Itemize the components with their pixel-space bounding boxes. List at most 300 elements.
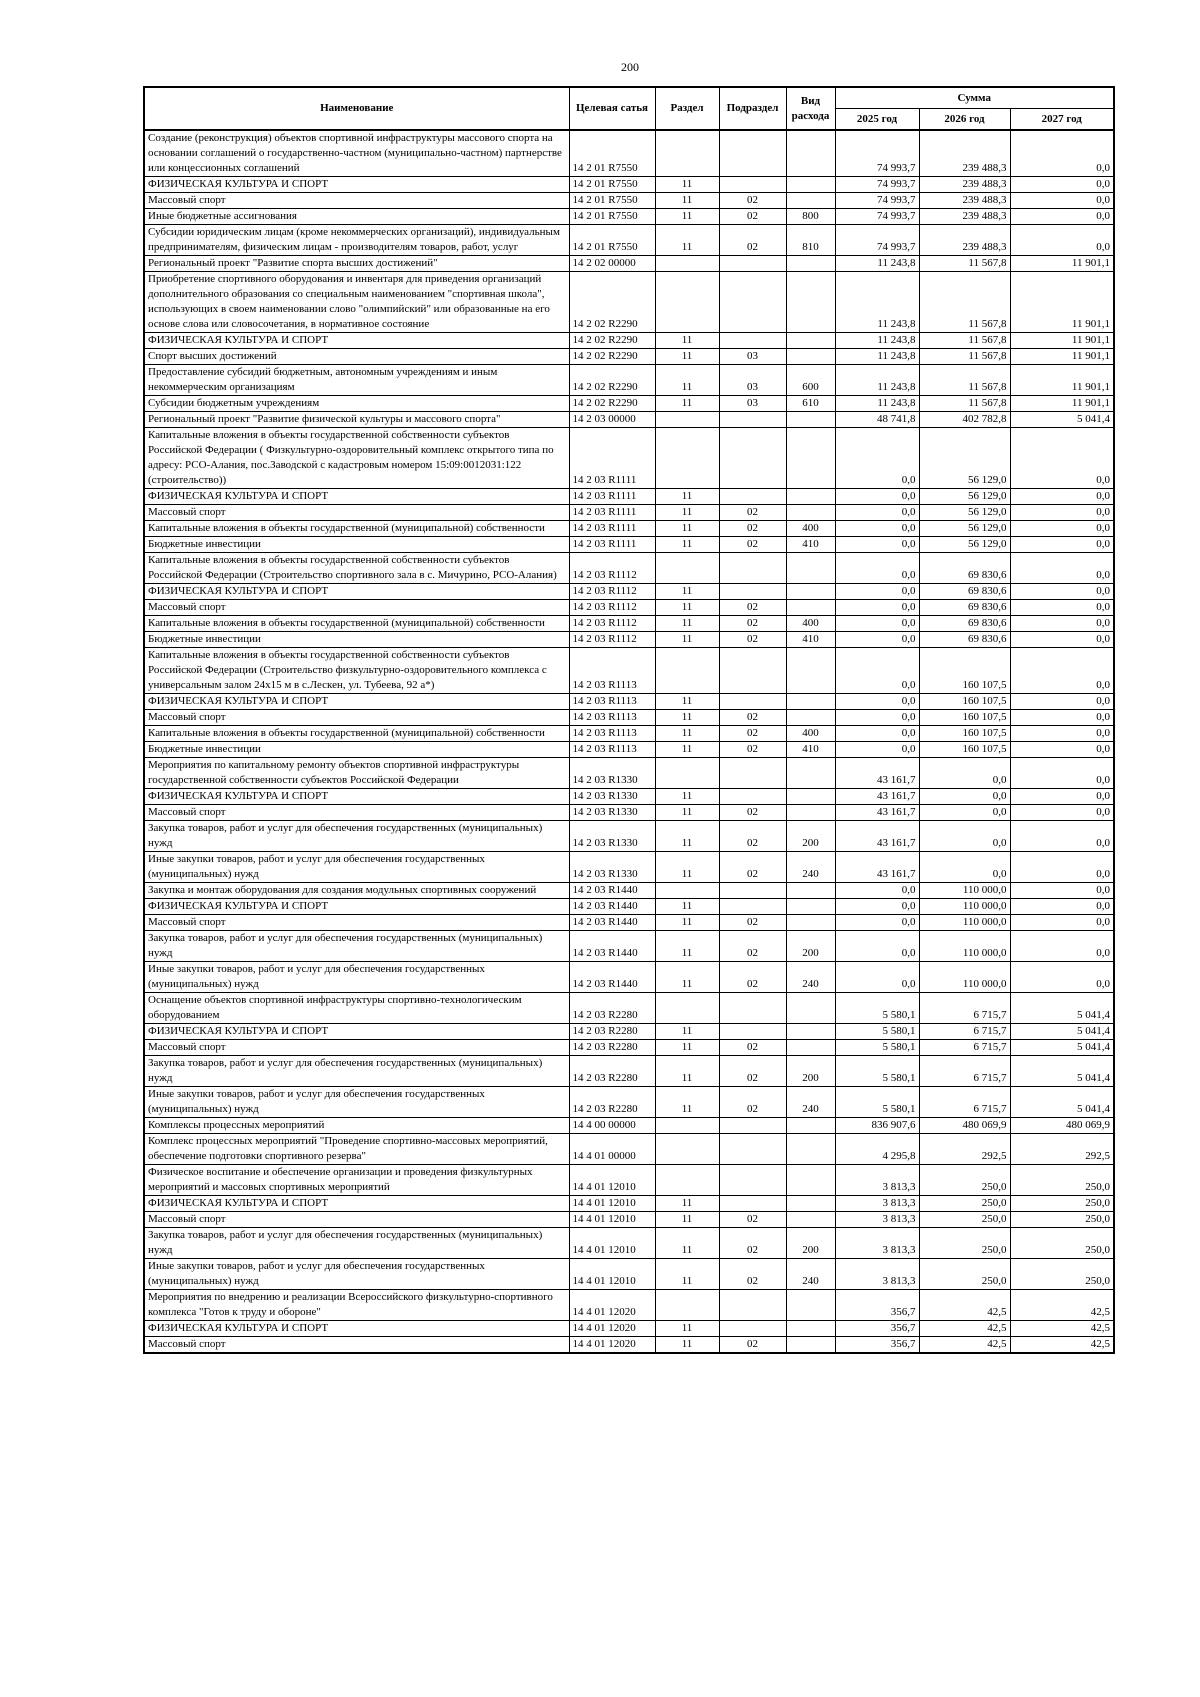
row-section: 11 [655,694,719,710]
row-target-code: 14 4 01 12020 [569,1337,655,1354]
row-name: Бюджетные инвестиции [144,742,569,758]
row-value-2025: 0,0 [835,537,919,553]
table-row [144,1321,1114,1337]
row-subsection [719,1196,786,1212]
row-section [655,272,719,333]
row-section: 11 [655,1040,719,1056]
row-subsection: 02 [719,915,786,931]
row-value-2026: 0,0 [919,789,1010,805]
row-value-2026: 56 129,0 [919,537,1010,553]
row-name: Субсидии бюджетным учреждениям [144,396,569,412]
row-section: 11 [655,1228,719,1259]
row-subsection [719,1165,786,1196]
row-value-2027: 0,0 [1010,177,1114,193]
row-value-2027: 0,0 [1010,616,1114,632]
row-value-2027: 0,0 [1010,694,1114,710]
row-value-2027: 11 901,1 [1010,333,1114,349]
row-section: 11 [655,1212,719,1228]
row-value-2026: 42,5 [919,1321,1010,1337]
row-value-2027: 5 041,4 [1010,1040,1114,1056]
row-target-code: 14 4 01 12010 [569,1212,655,1228]
row-subsection: 02 [719,805,786,821]
table-row [144,584,1114,600]
row-value-2027: 11 901,1 [1010,272,1114,333]
row-value-2026: 239 488,3 [919,225,1010,256]
row-expense-type [786,505,835,521]
row-value-2025: 5 580,1 [835,1056,919,1087]
row-target-code: 14 2 03 R2280 [569,993,655,1024]
row-value-2025: 4 295,8 [835,1134,919,1165]
row-section: 11 [655,899,719,915]
table-row [144,412,1114,428]
row-section: 11 [655,1056,719,1087]
row-expense-type: 200 [786,1056,835,1087]
table-row [144,1228,1114,1259]
table-row [144,600,1114,616]
row-value-2025: 74 993,7 [835,130,919,177]
row-value-2027: 292,5 [1010,1134,1114,1165]
row-target-code: 14 2 03 R2280 [569,1040,655,1056]
row-value-2026: 480 069,9 [919,1118,1010,1134]
row-name: Закупка и монтаж оборудования для создания модульных спортивных сооружений [144,883,569,899]
row-section: 11 [655,726,719,742]
row-target-code: 14 2 03 R1113 [569,710,655,726]
row-target-code: 14 2 03 R1112 [569,632,655,648]
row-value-2027: 0,0 [1010,130,1114,177]
table-row [144,1337,1114,1354]
row-subsection: 02 [719,632,786,648]
row-subsection: 02 [719,821,786,852]
row-section: 11 [655,333,719,349]
row-subsection: 02 [719,726,786,742]
row-value-2026: 160 107,5 [919,648,1010,694]
row-name: Капитальные вложения в объекты государственной собственности субъектов Российской Федерации (Строительство физкультурно-оздоровительного комплекса с универсальным залом 24х15 м в с.Лескен, ул. Тубеева, 92 а*) [144,648,569,694]
row-value-2026: 110 000,0 [919,915,1010,931]
row-target-code: 14 2 03 R1113 [569,694,655,710]
row-value-2025: 43 161,7 [835,821,919,852]
table-row [144,710,1114,726]
row-name: Массовый спорт [144,1337,569,1354]
row-expense-type [786,428,835,489]
row-subsection: 02 [719,600,786,616]
row-section [655,428,719,489]
row-expense-type [786,789,835,805]
row-name: Иные закупки товаров, работ и услуг для обеспечения государственных (муниципальных) нужд [144,962,569,993]
table-row [144,193,1114,209]
row-value-2027: 5 041,4 [1010,412,1114,428]
row-subsection [719,553,786,584]
row-target-code: 14 2 03 R1440 [569,915,655,931]
table-row [144,1196,1114,1212]
row-expense-type: 610 [786,396,835,412]
row-expense-type: 400 [786,521,835,537]
row-value-2026: 402 782,8 [919,412,1010,428]
row-subsection: 02 [719,852,786,883]
row-expense-type [786,1165,835,1196]
row-name: ФИЗИЧЕСКАЯ КУЛЬТУРА И СПОРТ [144,789,569,805]
row-value-2026: 56 129,0 [919,428,1010,489]
row-expense-type [786,710,835,726]
row-value-2027: 250,0 [1010,1212,1114,1228]
row-expense-type [786,193,835,209]
row-value-2027: 11 901,1 [1010,396,1114,412]
row-value-2026: 56 129,0 [919,489,1010,505]
row-value-2026: 160 107,5 [919,694,1010,710]
row-value-2027: 0,0 [1010,225,1114,256]
row-value-2027: 0,0 [1010,726,1114,742]
row-value-2026: 11 567,8 [919,272,1010,333]
row-subsection [719,1024,786,1040]
row-expense-type [786,1321,835,1337]
row-section: 11 [655,805,719,821]
row-value-2025: 0,0 [835,600,919,616]
row-expense-type: 200 [786,931,835,962]
row-section: 11 [655,225,719,256]
row-subsection: 02 [719,710,786,726]
row-subsection [719,130,786,177]
row-name: Закупка товаров, работ и услуг для обеспечения государственных (муниципальных) нужд [144,821,569,852]
row-expense-type [786,349,835,365]
row-expense-type [786,600,835,616]
row-value-2026: 110 000,0 [919,962,1010,993]
table-row [144,505,1114,521]
row-name: Бюджетные инвестиции [144,632,569,648]
row-section: 11 [655,365,719,396]
row-value-2025: 3 813,3 [835,1259,919,1290]
row-target-code: 14 2 02 R2290 [569,272,655,333]
row-value-2026: 6 715,7 [919,1024,1010,1040]
row-section [655,1118,719,1134]
row-value-2025: 0,0 [835,915,919,931]
row-value-2027: 5 041,4 [1010,1087,1114,1118]
row-name: Комплексы процессных мероприятий [144,1118,569,1134]
row-name: ФИЗИЧЕСКАЯ КУЛЬТУРА И СПОРТ [144,1196,569,1212]
row-value-2025: 0,0 [835,428,919,489]
table-row [144,821,1114,852]
row-subsection [719,256,786,272]
table-row [144,694,1114,710]
row-value-2025: 0,0 [835,616,919,632]
row-target-code: 14 2 03 R2280 [569,1056,655,1087]
row-subsection [719,883,786,899]
row-subsection: 03 [719,349,786,365]
row-name: Массовый спорт [144,1040,569,1056]
col-header-name: Наименование [144,87,569,130]
row-subsection: 03 [719,396,786,412]
row-target-code: 14 2 03 00000 [569,412,655,428]
row-value-2027: 250,0 [1010,1228,1114,1259]
row-value-2025: 5 580,1 [835,993,919,1024]
row-target-code: 14 2 01 R7550 [569,193,655,209]
row-value-2026: 69 830,6 [919,584,1010,600]
table-row [144,899,1114,915]
row-expense-type: 240 [786,962,835,993]
row-expense-type [786,584,835,600]
row-value-2026: 42,5 [919,1290,1010,1321]
row-name: Капитальные вложения в объекты государственной собственности субъектов Российской Федерации ( Физкультурно-оздоровительный комплекс открытого типа по адресу: РСО-Алания, пос.Заводской с кадастровым номером 15:09:0012031:122 (строительство)) [144,428,569,489]
row-expense-type [786,1290,835,1321]
row-subsection [719,1321,786,1337]
row-section [655,1290,719,1321]
row-value-2027: 0,0 [1010,521,1114,537]
row-expense-type [786,333,835,349]
table-row [144,521,1114,537]
row-target-code: 14 2 03 R1330 [569,821,655,852]
row-name: Массовый спорт [144,710,569,726]
row-value-2027: 0,0 [1010,899,1114,915]
row-subsection: 02 [719,1212,786,1228]
row-target-code: 14 2 02 R2290 [569,396,655,412]
row-value-2026: 42,5 [919,1337,1010,1354]
row-value-2025: 11 243,8 [835,396,919,412]
row-subsection [719,758,786,789]
row-target-code: 14 2 03 R1113 [569,726,655,742]
row-value-2025: 43 161,7 [835,805,919,821]
row-subsection: 02 [719,616,786,632]
row-value-2027: 0,0 [1010,489,1114,505]
row-value-2025: 0,0 [835,899,919,915]
row-value-2025: 0,0 [835,632,919,648]
row-name: Бюджетные инвестиции [144,537,569,553]
row-expense-type [786,412,835,428]
row-name: Региональный проект "Развитие физической культуры и массового спорта" [144,412,569,428]
row-target-code: 14 2 03 R1440 [569,899,655,915]
row-value-2025: 0,0 [835,694,919,710]
row-target-code: 14 4 01 12020 [569,1321,655,1337]
row-value-2025: 74 993,7 [835,225,919,256]
row-name: ФИЗИЧЕСКАЯ КУЛЬТУРА И СПОРТ [144,489,569,505]
row-value-2026: 250,0 [919,1196,1010,1212]
row-value-2025: 11 243,8 [835,333,919,349]
row-target-code: 14 2 03 R1440 [569,931,655,962]
row-section: 11 [655,852,719,883]
row-value-2027: 5 041,4 [1010,1024,1114,1040]
row-section: 11 [655,505,719,521]
row-expense-type [786,1337,835,1354]
row-subsection [719,584,786,600]
row-value-2027: 42,5 [1010,1290,1114,1321]
row-value-2027: 11 901,1 [1010,349,1114,365]
row-value-2027: 250,0 [1010,1196,1114,1212]
row-expense-type: 410 [786,742,835,758]
row-subsection: 02 [719,742,786,758]
row-section: 11 [655,1196,719,1212]
row-target-code: 14 2 03 R1113 [569,648,655,694]
row-value-2027: 250,0 [1010,1165,1114,1196]
row-section: 11 [655,584,719,600]
row-value-2025: 356,7 [835,1290,919,1321]
row-value-2025: 74 993,7 [835,209,919,225]
row-subsection [719,1290,786,1321]
row-name: Региональный проект "Развитие спорта высших достижений" [144,256,569,272]
table-row [144,1290,1114,1321]
row-subsection: 02 [719,1337,786,1354]
table-row [144,726,1114,742]
row-name: Спорт высших достижений [144,349,569,365]
row-target-code: 14 4 01 12010 [569,1259,655,1290]
table-header [144,87,1114,130]
row-section: 11 [655,742,719,758]
row-section: 11 [655,600,719,616]
row-target-code: 14 2 03 R2280 [569,1024,655,1040]
row-subsection: 02 [719,1087,786,1118]
row-expense-type: 200 [786,1228,835,1259]
row-value-2026: 160 107,5 [919,742,1010,758]
row-value-2026: 239 488,3 [919,193,1010,209]
table-row [144,758,1114,789]
row-name: Субсидии юридическим лицам (кроме некоммерческих организаций), индивидуальным предпринимателям, физическим лицам - производителям товаров, работ, услуг [144,225,569,256]
row-value-2026: 11 567,8 [919,256,1010,272]
row-target-code: 14 2 01 R7550 [569,177,655,193]
col-header-section: Раздел [655,87,719,130]
row-name: Закупка товаров, работ и услуг для обеспечения государственных (муниципальных) нужд [144,931,569,962]
row-subsection: 02 [719,1040,786,1056]
row-section: 11 [655,1337,719,1354]
row-value-2025: 0,0 [835,648,919,694]
row-name: Капитальные вложения в объекты государственной (муниципальной) собственности [144,521,569,537]
row-name: Иные закупки товаров, работ и услуг для обеспечения государственных (муниципальных) нужд [144,1259,569,1290]
row-name: ФИЗИЧЕСКАЯ КУЛЬТУРА И СПОРТ [144,694,569,710]
row-value-2027: 0,0 [1010,584,1114,600]
row-subsection [719,428,786,489]
table-row [144,537,1114,553]
table-row [144,1118,1114,1134]
row-name: Массовый спорт [144,1212,569,1228]
row-value-2025: 74 993,7 [835,193,919,209]
table-row [144,1056,1114,1087]
table-row [144,915,1114,931]
row-value-2027: 0,0 [1010,883,1114,899]
row-value-2025: 3 813,3 [835,1165,919,1196]
row-section: 11 [655,789,719,805]
row-expense-type [786,177,835,193]
row-expense-type: 600 [786,365,835,396]
row-target-code: 14 4 01 12010 [569,1165,655,1196]
table-row [144,883,1114,899]
row-value-2026: 56 129,0 [919,505,1010,521]
row-name: Комплекс процессных мероприятий "Проведение спортивно-массовых мероприятий, обеспечение подготовки спортивного резерва" [144,1134,569,1165]
row-value-2027: 0,0 [1010,805,1114,821]
table-row [144,1212,1114,1228]
row-value-2027: 0,0 [1010,710,1114,726]
row-section: 11 [655,521,719,537]
row-section: 11 [655,193,719,209]
row-section [655,130,719,177]
row-name: ФИЗИЧЕСКАЯ КУЛЬТУРА И СПОРТ [144,899,569,915]
col-header-2026: 2026 год [919,109,1010,131]
row-target-code: 14 2 03 R1330 [569,789,655,805]
table-row [144,225,1114,256]
row-target-code: 14 2 03 R1440 [569,962,655,993]
row-value-2025: 0,0 [835,584,919,600]
row-name: Мероприятия по внедрению и реализации Всероссийского физкультурно-спортивного комплекса "Готов к труду и обороне" [144,1290,569,1321]
row-value-2026: 11 567,8 [919,365,1010,396]
row-target-code: 14 2 02 00000 [569,256,655,272]
row-section: 11 [655,209,719,225]
row-name: Массовый спорт [144,805,569,821]
row-section [655,648,719,694]
col-header-subsection: Подраздел [719,87,786,130]
row-subsection [719,412,786,428]
table-row [144,616,1114,632]
row-value-2025: 836 907,6 [835,1118,919,1134]
row-value-2026: 239 488,3 [919,209,1010,225]
row-expense-type [786,899,835,915]
row-subsection: 02 [719,209,786,225]
row-name: Мероприятия по капитальному ремонту объектов спортивной инфраструктуры государственной собственности субъектов Российской Федерации [144,758,569,789]
row-target-code: 14 2 01 R7550 [569,209,655,225]
table-row [144,632,1114,648]
row-value-2026: 69 830,6 [919,553,1010,584]
row-value-2027: 11 901,1 [1010,256,1114,272]
row-name: Капитальные вложения в объекты государственной (муниципальной) собственности [144,616,569,632]
row-value-2026: 292,5 [919,1134,1010,1165]
row-value-2025: 11 243,8 [835,272,919,333]
row-section: 11 [655,489,719,505]
row-target-code: 14 2 01 R7550 [569,130,655,177]
row-subsection: 02 [719,931,786,962]
row-target-code: 14 2 03 R1113 [569,742,655,758]
row-subsection: 03 [719,365,786,396]
table-row [144,396,1114,412]
row-target-code: 14 2 03 R1330 [569,758,655,789]
row-name: Капитальные вложения в объекты государственной собственности субъектов Российской Федерации (Строительство спортивного зала в с. Мичурино, РСО-Алания) [144,553,569,584]
table-body [144,130,1114,1353]
row-subsection [719,489,786,505]
table-row [144,1165,1114,1196]
row-value-2025: 74 993,7 [835,177,919,193]
row-value-2026: 110 000,0 [919,931,1010,962]
row-value-2025: 0,0 [835,521,919,537]
row-value-2027: 5 041,4 [1010,1056,1114,1087]
row-expense-type [786,883,835,899]
row-value-2025: 43 161,7 [835,789,919,805]
row-value-2025: 356,7 [835,1337,919,1354]
row-subsection [719,333,786,349]
row-name: ФИЗИЧЕСКАЯ КУЛЬТУРА И СПОРТ [144,1321,569,1337]
row-value-2026: 11 567,8 [919,349,1010,365]
row-section: 11 [655,177,719,193]
row-name: ФИЗИЧЕСКАЯ КУЛЬТУРА И СПОРТ [144,584,569,600]
row-subsection [719,899,786,915]
row-value-2027: 42,5 [1010,1337,1114,1354]
row-subsection [719,1134,786,1165]
row-expense-type [786,1134,835,1165]
row-value-2027: 250,0 [1010,1259,1114,1290]
row-value-2026: 69 830,6 [919,632,1010,648]
row-target-code: 14 2 03 R1440 [569,883,655,899]
table-row [144,130,1114,177]
col-header-2027: 2027 год [1010,109,1114,131]
row-value-2027: 42,5 [1010,1321,1114,1337]
row-name: ФИЗИЧЕСКАЯ КУЛЬТУРА И СПОРТ [144,177,569,193]
row-expense-type [786,272,835,333]
row-target-code: 14 2 03 R1330 [569,852,655,883]
row-target-code: 14 2 02 R2290 [569,365,655,396]
table-row [144,789,1114,805]
row-value-2026: 160 107,5 [919,726,1010,742]
row-name: Физическое воспитание и обеспечение организации и проведения физкультурных мероприятий и массовых спортивных мероприятий [144,1165,569,1196]
row-target-code: 14 2 03 R1111 [569,505,655,521]
row-name: Иные бюджетные ассигнования [144,209,569,225]
row-value-2025: 5 580,1 [835,1040,919,1056]
row-expense-type [786,256,835,272]
row-value-2027: 0,0 [1010,428,1114,489]
table-row [144,1134,1114,1165]
row-name: Закупка товаров, работ и услуг для обеспечения государственных (муниципальных) нужд [144,1056,569,1087]
row-name: Оснащение объектов спортивной инфраструктуры спортивно-технологическим оборудованием [144,993,569,1024]
row-expense-type: 410 [786,632,835,648]
